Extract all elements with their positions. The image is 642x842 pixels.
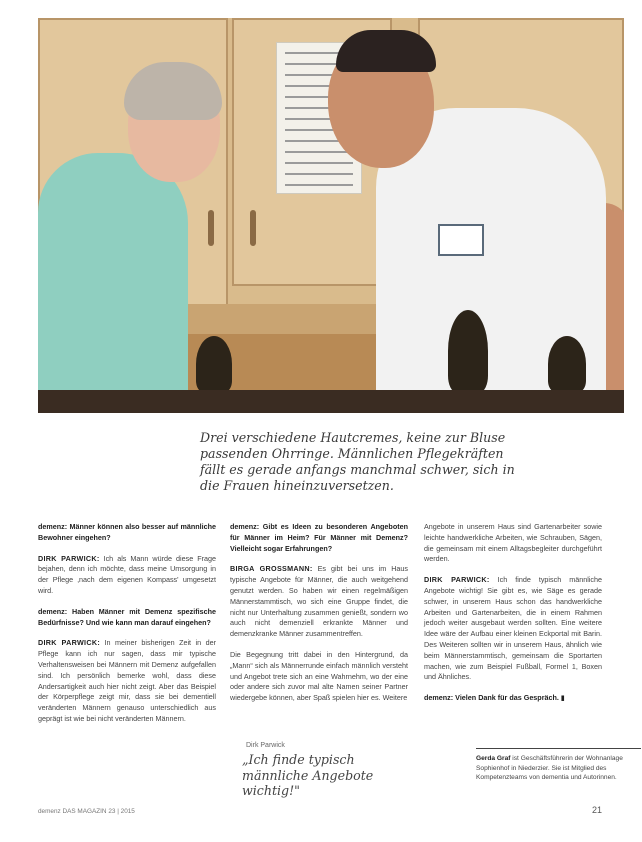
- answer-text: Ich als Mann würde diese Frage bejahen, denn ich möchte, dass meine Umsorgung in der Pflege ‚nach dem eigenen Kompass' umgesetzt wird.: [38, 553, 216, 595]
- page-number: 21: [592, 805, 603, 815]
- caption-line: die Frauen hineinzuversetzen.: [200, 478, 394, 493]
- photo-figurine: [548, 336, 586, 392]
- answer-paragraph: Angebote in unserem Haus sind Gartenarbeiter sowie leichte handwerkliche Arbeiten, wie Schrauben, Sägen, die gemeinsam mit einem Alltagsbegleiter durchgeführt werden.: [424, 522, 602, 564]
- interview-answer: [38, 638, 216, 724]
- speaker-name: DIRK PARWICK:: [38, 638, 101, 648]
- speaker-name: DIRK PARWICK:: [424, 575, 490, 585]
- photo-cabinet-handle: [250, 210, 256, 246]
- interview-answer: [424, 575, 602, 683]
- answer-text: Ich finde typisch männliche Angebote wichtig! Sie gibt es, wie Säge es gerade schwer, in unserem Haus schon das handwerkliche Arbeiten und Gartenarbeiten, die in einem Rahmen jedoch weiter ausgebaut werden sollten. Eine weitere Idee wäre der Aufbau einer kleinen Eckportal mit Barin. Des Weiteren sollten wir in unserem Haus, ähnlich wie beim Männerstammtisch, gemeinsam die Sportarten machen, wie zum Beispiel Fußball, Formel 1, Boxen und Ähnliches.: [424, 575, 602, 682]
- speaker-name: BIRGA GROSSMANN:: [230, 564, 313, 574]
- caption-line: fällt es gerade anfangs manchmal schwer, sich in: [200, 462, 515, 477]
- photo-caption: [200, 430, 515, 494]
- pullquote-text: „Ich finde typisch männliche Angebote wichtig!": [242, 752, 374, 798]
- interview-question: demenz: Haben Männer mit Demenz spezifische Bedürfnisse? Und wie kann man darauf eingehen?: [38, 606, 216, 627]
- caption-line: passenden Ohrringe. Männlichen Pflegekräften: [200, 446, 504, 461]
- author-bio: [476, 754, 628, 783]
- photo-man-hair: [336, 30, 436, 72]
- photo-figurine: [448, 310, 488, 392]
- interview-question: demenz: Gibt es Ideen zu besonderen Angeboten für Männer im Heim? Für Männer mit Demenz? Vielleicht sogar Erfahrungen?: [230, 522, 408, 553]
- interview-question: demenz: Männer können also besser auf männliche Bewohner eingehen?: [38, 522, 216, 542]
- pullquote-speaker: Dirk Parwick: [246, 742, 285, 749]
- photo-care-scene: [38, 18, 624, 413]
- magazine-footer: demenz DAS MAGAZIN 23 | 2015: [38, 808, 135, 815]
- photo-cabinet-handle: [208, 210, 214, 246]
- answer-text: Es gibt bei uns im Haus typische Angebote für Männer, die auch weitgehend genutzt werden. So haben wir einen regelmäßigen Männerstammtisch, wo sich eine Gruppe findet, die nicht nur Unterhaltung zusammen genießt, sondern wo auch nicht demenziell erkrankte Männer und demenzkranke Männer zusammentreffen.: [230, 564, 408, 639]
- bio-divider: [476, 748, 641, 749]
- interview-answer: [38, 554, 216, 597]
- answer-text: In meiner bisherigen Zeit in der Pflege kann ich nur sagen, dass mir typische Verhaltensweisen bei Männern mit Demenz aufgefallen sind. Ich persönlich bemerke wohl, dass diese Andersartigkeit auch hier nicht zeigt. Aber das Beispiel der Körperpflege zeigt mir, dass sie bei dementiell veränderten Männern genauso unterschiedlich aus geprägt ist wie bei nicht veränderten Männern.: [38, 638, 216, 723]
- photo-woman-figure: [38, 153, 188, 403]
- caption-line: Drei verschiedene Hautcremes, keine zur Bluse: [200, 430, 506, 445]
- interview-answer: [230, 564, 408, 640]
- text-column-1: [38, 522, 216, 735]
- photo-name-badge: [438, 224, 484, 256]
- photo-figurine: [196, 336, 232, 392]
- answer-paragraph: Die Begegnung tritt dabei in den Hintergrund, da „Mann“ sich als Männerrunde einfach männlich versteht und Angebot trete sich an eine Wahrnehm, wo der eine oder andere sich zuvor mal alte Namen seiner Partner wiedergebe können, aber Spaß spielen hier es. Weitere: [230, 649, 408, 703]
- speaker-name: DIRK PARWICK:: [38, 553, 100, 563]
- closing-line: demenz: Vielen Dank für das Gespräch. ▮: [424, 693, 565, 703]
- text-column-3: [424, 522, 602, 714]
- author-name: Gerda Graf: [476, 755, 511, 762]
- photo-counter-edge: [38, 390, 624, 413]
- text-column-2: [230, 522, 408, 714]
- author-bio-text: ist Geschäftsführerin der Wohnanlage Sophienhof in Niederzier. Sie ist Mitglied des Kompetenzteams von dementia und Autorinnen.: [476, 755, 623, 782]
